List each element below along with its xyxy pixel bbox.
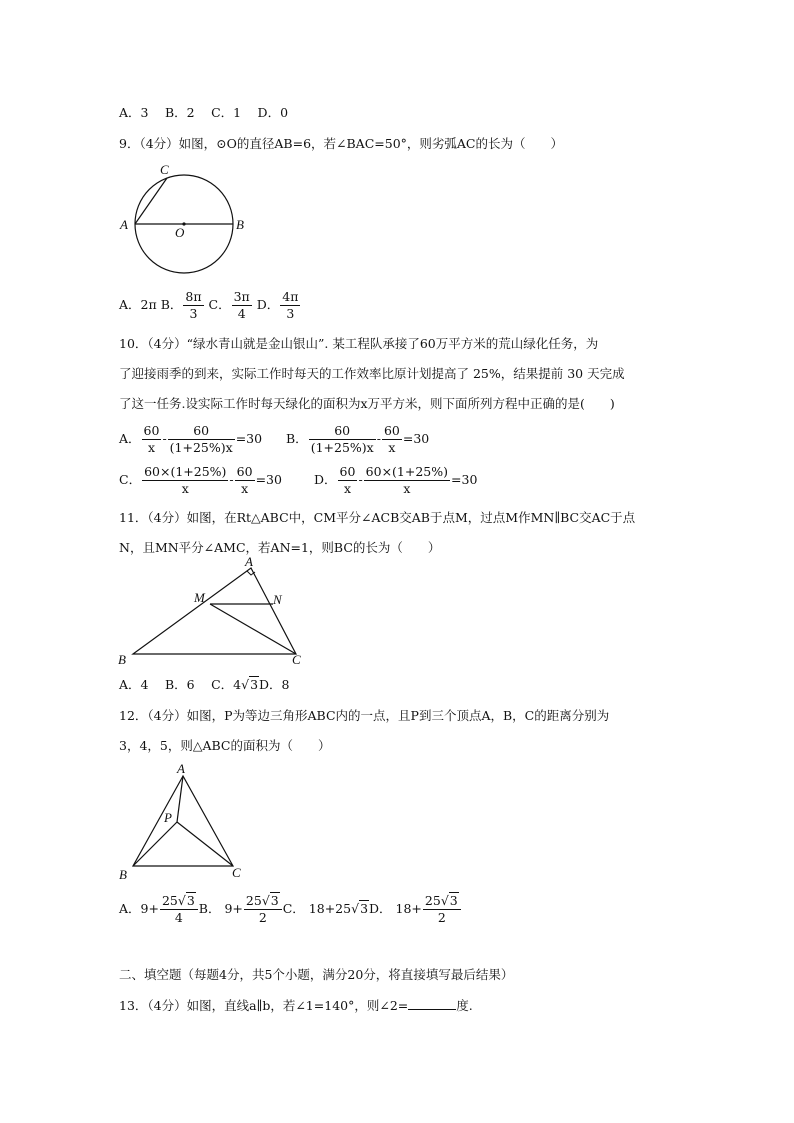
q10-c-op: - <box>229 472 234 487</box>
q10-c-f2-num: 60 <box>236 464 253 479</box>
q12-d-rad: 3 <box>449 893 458 908</box>
q12-label-p: P <box>164 810 172 825</box>
q10-b-rhs: =30 <box>402 431 430 446</box>
q11-option-d: D．8 <box>259 677 290 692</box>
q10-option-c <box>119 463 282 497</box>
q10-c-f1-den: x <box>181 481 189 496</box>
q9-option-c-label: C． <box>208 297 231 312</box>
q10-d-op: - <box>358 472 363 487</box>
q9-circle-figure <box>120 160 250 280</box>
q10-a-rhs: =30 <box>235 431 263 446</box>
q10-c-frac1 <box>142 465 228 496</box>
q9-stem: 9．（4分）如图，⊙O的直径AB=6，若∠BAC=50°，则劣弧AC的长为（ ） <box>119 136 563 151</box>
q12-b-den: 2 <box>258 910 267 925</box>
q12-a-rad: 3 <box>186 893 195 908</box>
q11-line2: N，且MN平分∠AMC，若AN=1，则BC的长为（ ） <box>119 540 441 555</box>
q9-option-c-num: 3π <box>233 289 250 304</box>
q9-option-d-num: 4π <box>282 289 299 304</box>
q12-label-b: B <box>119 867 127 882</box>
q9-option-d-frac <box>280 290 300 321</box>
q10-a-op: - <box>162 431 167 446</box>
q12-b-frac: $\frac{25√3}{2}$ <box>244 894 282 925</box>
q10-d-f2-num: 60×(1+25%) <box>365 464 449 479</box>
q12-a-frac: $\frac{25√3}{4}$ <box>160 894 198 925</box>
q10-b-label: B． <box>286 431 308 446</box>
section2-title: 二、填空题（每题4分，共5个小题，满分20分，将直接填写最后结果） <box>119 967 514 982</box>
q11-label-n: N <box>273 592 282 607</box>
q10-line2: 了迎接雨季的到来，实际工作时每天的工作效率比原计划提高了 25%，结果提前 30 天完成 <box>119 366 625 381</box>
q9-option-b-frac <box>183 290 203 321</box>
q12-line2: 3，4，5，则△ABC的面积为（ ） <box>119 738 331 753</box>
q10-a-f1-num: 60 <box>143 423 160 438</box>
q10-option-d <box>314 463 477 497</box>
q12-b-coef: 25 <box>245 893 262 908</box>
q11-triangle-abc <box>133 568 296 654</box>
q10-c-rhs: =30 <box>255 472 282 487</box>
q12-triangle-abc <box>133 776 233 866</box>
q10-d-frac2 <box>364 465 450 496</box>
q10-c-f2-den: x <box>241 481 249 496</box>
q13-stem: 13．（4分）如图，直线a∥b，若∠1=140°，则∠2= <box>119 998 409 1013</box>
q12-label-c: C <box>232 865 241 880</box>
q11-option-c-radicand: 3 <box>250 677 259 692</box>
q10-line3: 了这一任务.设实际工作时每天绿化的面积为x万平方米，则下面所列方程中正确的是( ) <box>119 396 615 411</box>
q10-a-f2-den: (1+25%)x <box>169 440 233 455</box>
q13-answer-blank[interactable] <box>408 996 456 1010</box>
q12-b-int: 9+ <box>224 901 243 916</box>
q10-c-label: C． <box>119 472 142 487</box>
q9-label-o: O <box>175 225 185 240</box>
q10-line1: 10．（4分）“绿水青山就是金山银山”. 某工程队承接了60万平方米的荒山绿化任务，为 <box>119 336 599 351</box>
q9-option-d-label: D． <box>256 297 280 312</box>
q10-a-f1-den: x <box>147 440 156 455</box>
q11-line1: 11．（4分）如图，在Rt△ABC中，CM平分∠ACB交AB于点M，过点M作MN∥BC交AC于点 <box>119 510 636 525</box>
q10-b-op: - <box>376 431 381 446</box>
q10-d-rhs: =30 <box>451 472 478 487</box>
q12-segment-pc <box>177 822 233 866</box>
q12-c-rad: 3 <box>360 901 369 916</box>
q10-d-label: D． <box>314 472 337 487</box>
q10-b-frac1 <box>309 424 376 455</box>
q12-triangle-figure <box>118 762 258 882</box>
q9-option-b-num: 8π <box>185 289 202 304</box>
q10-a-f2-num: 60 <box>168 424 235 440</box>
q10-b-f1-den: (1+25%)x <box>310 440 374 455</box>
q10-c-frac2 <box>235 465 255 496</box>
q10-b-frac2 <box>382 424 402 455</box>
q9-label-c: C <box>160 162 169 177</box>
q12-options: A．9+ $\frac{25√3}{4}$ B． 9+ $\frac{25√3}{2}$ C． 18+25√3D． 18+ $\frac{25√3}{2}$ <box>119 889 462 929</box>
q10-c-f1-num: 60×(1+25%) <box>144 464 227 479</box>
q12-label-a: A <box>177 761 185 776</box>
q9-label-a: A <box>120 217 128 232</box>
q11-triangle-figure <box>118 554 318 670</box>
q12-d-label: D． <box>369 901 392 916</box>
q9-chord-ac <box>135 178 167 224</box>
q10-b-f1-num: 60 <box>309 424 376 440</box>
q9-option-c-den: 4 <box>237 306 246 321</box>
q12-d-coef: 25 <box>424 893 441 908</box>
q9-options <box>119 288 301 322</box>
q12-d-frac: $\frac{25√3}{2}$ <box>423 894 461 925</box>
q11-options: A．4 B．6 C．4√3D．8 <box>119 677 290 692</box>
q11-options-ab: A．4 B．6 C． <box>119 677 234 692</box>
q11-label-a: A <box>245 554 253 569</box>
q12-line1: 12．（4分）如图，P为等边三角形ABC内的一点，且P到三个顶点A，B，C的距离分别为 <box>119 708 610 723</box>
q12-a-den: 4 <box>174 910 183 925</box>
q12-d-den: 2 <box>437 910 446 925</box>
q10-a-label: A． <box>119 431 141 446</box>
q12-c-expr: 18+25 <box>308 901 352 916</box>
q10-d-f2-den: x <box>403 481 411 496</box>
q12-b-label: B． <box>198 901 221 916</box>
q9-option-b-label: B． <box>160 297 183 312</box>
q12-a-coef: 25 <box>161 893 178 908</box>
q10-d-f1-num: 60 <box>339 464 356 479</box>
q11-label-c: C <box>292 652 301 667</box>
q9-label-b: B <box>236 217 244 232</box>
q10-option-a <box>119 422 262 456</box>
q12-segment-pa <box>177 776 183 822</box>
q8-options: A．3 B．2 C．1 D．0 <box>119 105 289 120</box>
q10-option-b <box>286 422 429 456</box>
q9-option-b-den: 3 <box>189 306 198 321</box>
q9-option-d-den: 3 <box>286 306 295 321</box>
q12-a-int: 9+ <box>140 901 159 916</box>
q12-segment-pb <box>133 822 177 866</box>
q10-a-frac1 <box>142 424 162 455</box>
q10-d-f1-den: x <box>343 481 352 496</box>
q11-label-m: M <box>194 590 205 605</box>
q10-a-frac2 <box>168 424 235 455</box>
q9-option-c-frac <box>232 290 252 321</box>
q10-b-f2-num: 60 <box>383 423 400 438</box>
q12-c-label: C． <box>282 901 305 916</box>
q10-b-f2-den: x <box>388 440 396 455</box>
q12-d-int: 18+ <box>395 901 422 916</box>
q12-a-label: A． <box>119 901 141 916</box>
q11-option-c-coef: 4 <box>233 677 242 692</box>
q13-question <box>119 996 473 1016</box>
q9-option-a: A．2π <box>119 297 157 312</box>
q13-tail: 度. <box>456 998 473 1013</box>
q11-label-b: B <box>118 652 126 667</box>
q12-b-rad: 3 <box>270 893 279 908</box>
q10-d-frac1 <box>338 465 358 496</box>
